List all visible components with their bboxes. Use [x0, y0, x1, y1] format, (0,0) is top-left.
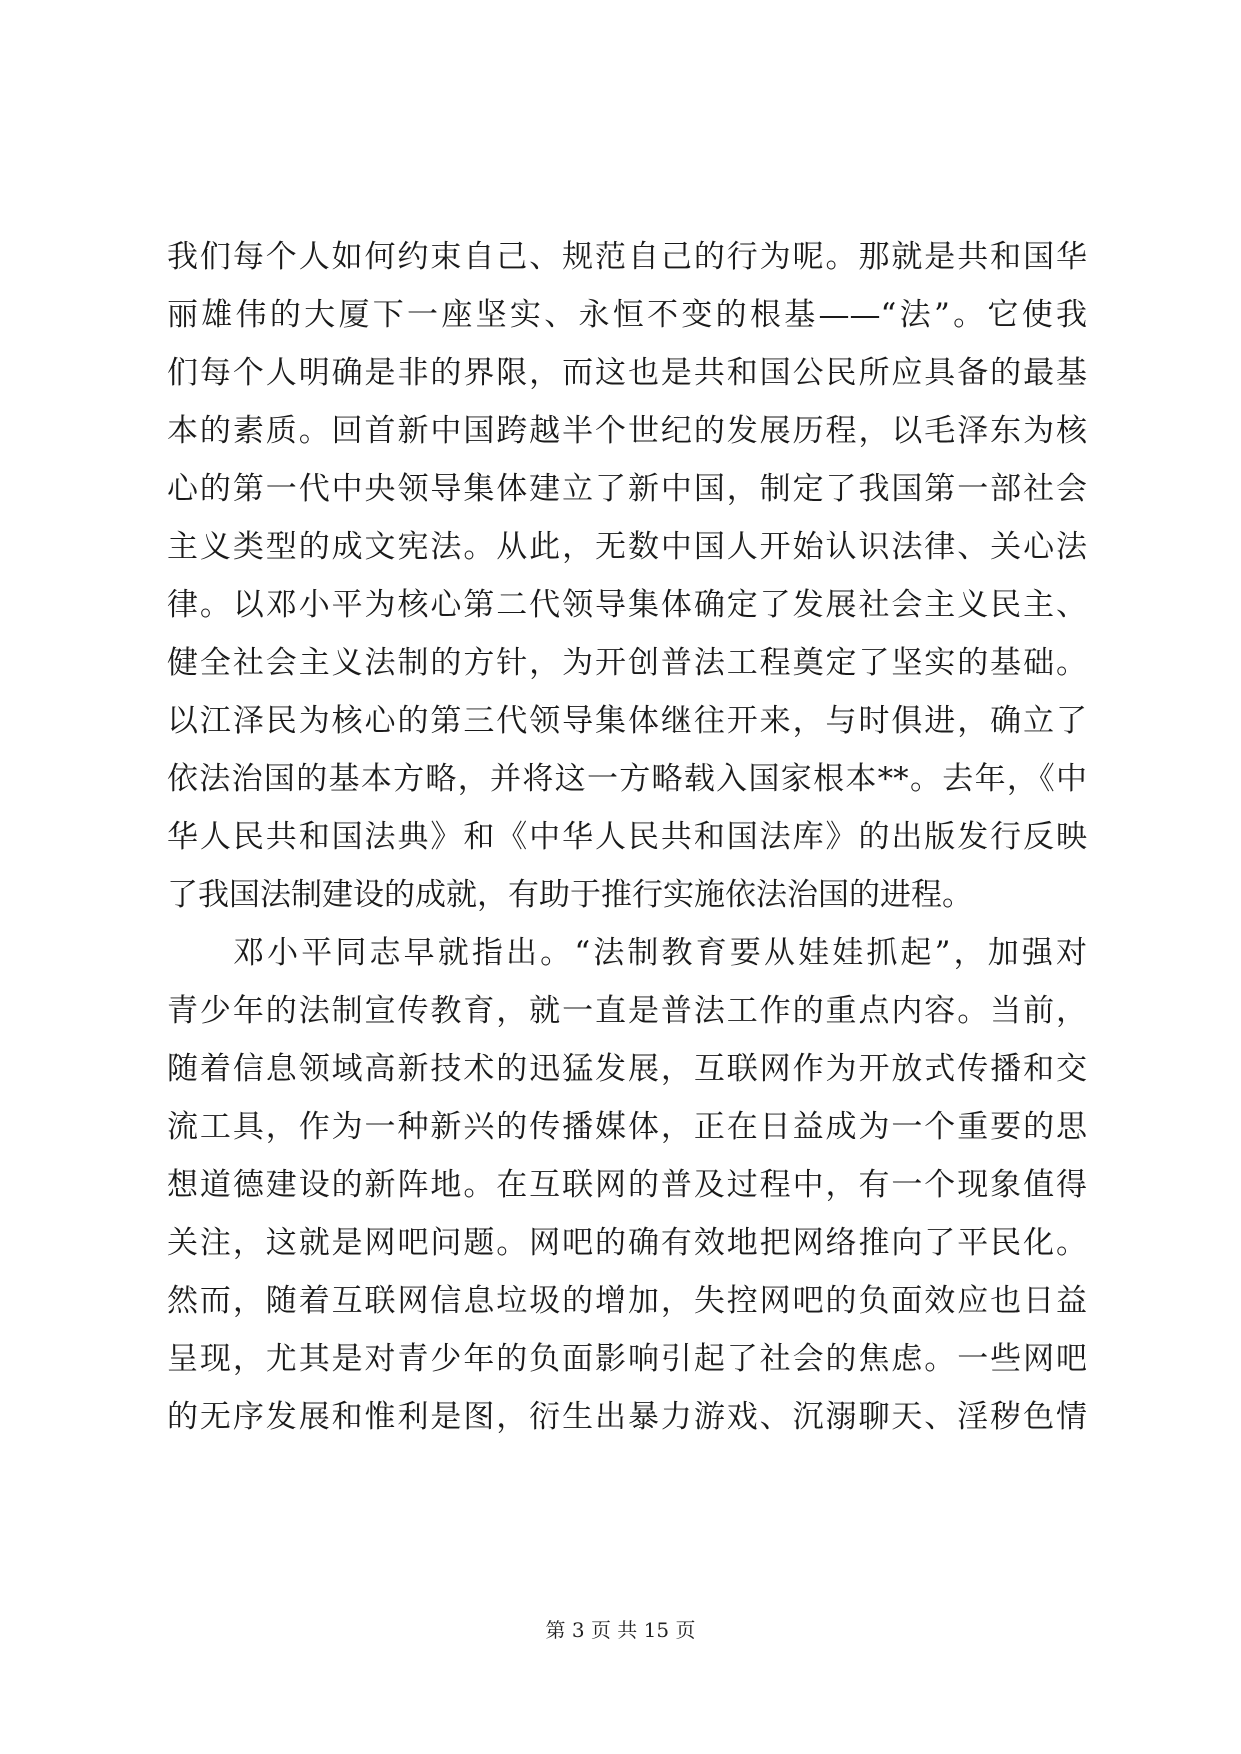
text-line: 青少年的法制宣传教育，就一直是普法工作的重点内容。当前，: [167, 993, 1087, 1029]
text-line: 心的第一代中央领导集体建立了新中国，制定了我国第一部社会: [167, 471, 1087, 507]
text-line: 关注，这就是网吧问题。网吧的确有效地把网络推向了平民化。: [167, 1225, 1087, 1261]
text-line: 律。以邓小平为核心第二代领导集体确定了发展社会主义民主、: [167, 587, 1087, 623]
text-line: 们每个人明确是非的界限，而这也是共和国公民所应具备的最基: [167, 355, 1087, 391]
text-line: 本的素质。回首新中国跨越半个世纪的发展历程，以毛泽东为核: [167, 413, 1087, 449]
text-line: 邓小平同志早就指出。“法制教育要从娃娃抓起”，加强对: [233, 935, 1087, 971]
text-line: 想道德建设的新阵地。在互联网的普及过程中，有一个现象值得: [167, 1167, 1087, 1203]
text-line: 流工具，作为一种新兴的传播媒体，正在日益成为一个重要的思: [167, 1109, 1087, 1145]
text-line: 的无序发展和惟利是图，衍生出暴力游戏、沉溺聊天、淫秽色情: [167, 1399, 1087, 1435]
text-line: 随着信息领域高新技术的迅猛发展，互联网作为开放式传播和交: [167, 1051, 1087, 1087]
text-line: 华人民共和国法典》和《中华人民共和国法库》的出版发行反映: [167, 819, 1087, 855]
text-line: 呈现，尤其是对青少年的负面影响引起了社会的焦虑。一些网吧: [167, 1341, 1087, 1377]
text-line: 依法治国的基本方略，并将这一方略载入国家根本**。去年，《中: [167, 761, 1087, 797]
text-line: 了我国法制建设的成就，有助于推行实施依法治国的进程。: [167, 877, 973, 913]
text-line: 主义类型的成文宪法。从此，无数中国人开始认识法律、关心法: [167, 529, 1087, 565]
body-text: [167, 228, 1087, 1446]
paragraph-2: [167, 924, 1087, 1446]
text-line: 健全社会主义法制的方针，为开创普法工程奠定了坚实的基础。: [167, 645, 1087, 681]
text-line: 然而，随着互联网信息垃圾的增加，失控网吧的负面效应也日益: [167, 1283, 1087, 1319]
text-line: 我们每个人如何约束自己、规范自己的行为呢。那就是共和国华: [167, 239, 1087, 275]
paragraph-1: [167, 228, 1087, 924]
page-footer: [0, 1616, 1241, 1644]
text-line: 以江泽民为核心的第三代领导集体继往开来，与时俱进，确立了: [167, 703, 1087, 739]
page-number-label: 第 3 页 共 15 页: [545, 1618, 696, 1642]
text-line: 丽雄伟的大厦下一座坚实、永恒不变的根基——“法”。它使我: [167, 297, 1087, 333]
